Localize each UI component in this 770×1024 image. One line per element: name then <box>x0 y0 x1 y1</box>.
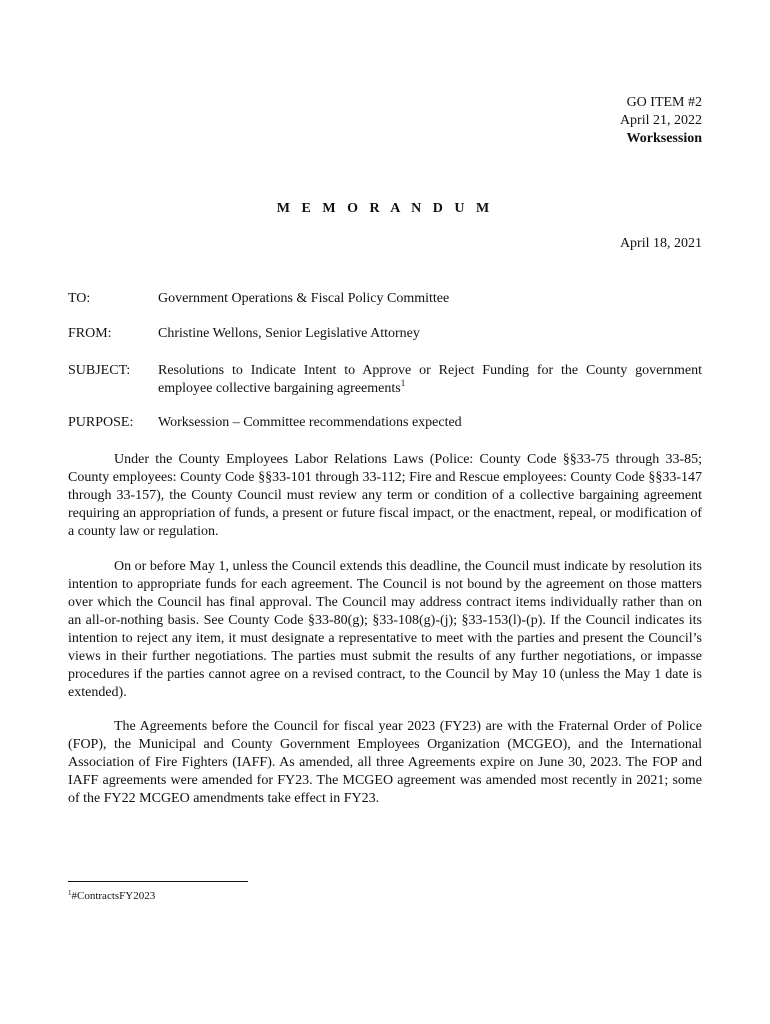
header-block <box>620 94 702 148</box>
from-field <box>68 325 702 343</box>
subject-field <box>68 362 702 398</box>
footnote-divider <box>68 881 248 882</box>
session-type: Worksession <box>626 131 702 146</box>
paragraph-deadline: On or before May 1, unless the Council extends this deadline, the Council must indicate by resolution its intention to appropriate funds for each agreement. The Council is not bound by the agreement on those matters over which the Council has final approval. The Council may address contract items individually rather than on an all-or-nothing basis. See County Code §33-80(g); §33-108(g)-(j); §33-153(l)-(p). If the Council indicates its intention to reject any item, it must designate a representative to meet with the parties and present the Council’s views in their further negotiations. The parties must submit the results of any further negotiations, or impasse procedures if the parties cannot agree on a revised contract, to the Council by May 10 (unless the May 1 date is extended). <box>68 559 702 700</box>
paragraph-labor-laws: Under the County Employees Labor Relations Laws (Police: County Code §§33-75 through 33-85; County employees: County Code §§33-101 through 33-112; Fire and Rescue employees: County Code §§33-147 through 33-157), the County Council must review any term or condition of a collective bargaining agreement requiring an appropriation of funds, a present or future fiscal impact, or the enactment, repeal, or modification of a county law or regulation. <box>68 452 702 539</box>
footnote <box>68 890 155 902</box>
purpose-value: Worksession – Committee recommendations expected <box>158 415 462 430</box>
from-value: Christine Wellons, Senior Legislative Attorney <box>158 326 420 341</box>
meeting-date: April 21, 2022 <box>619 113 702 128</box>
subject-value <box>158 362 702 398</box>
subject-text: Resolutions to Indicate Intent to Approve or Reject Funding for the County government employee collective bargaining agreements <box>158 363 702 396</box>
memo-date: April 18, 2021 <box>619 236 702 251</box>
footnote-ref: 1 <box>400 378 406 388</box>
purpose-field <box>68 414 702 432</box>
paragraph-agreements: The Agreements before the Council for fiscal year 2023 (FY23) are with the Fraternal Order of Police (FOP), the Municipal and County Government Employees Organization (MCGEO), and the International Association of Fire Fighters (IAFF). As amended, all three Agreements expire on June 30, 2023. The FOP and IAFF agreements were amended for FY23. The MCGEO agreement was amended most recently in 2021; some of the FY22 MCGEO amendments take effect in FY23. <box>68 719 702 806</box>
to-label: TO: <box>68 291 91 306</box>
subject-label: SUBJECT: <box>68 363 131 378</box>
to-value: Government Operations & Fiscal Policy Committee <box>158 291 450 306</box>
footnote-text: #ContractsFY2023 <box>71 890 156 902</box>
agenda-item: GO ITEM #2 <box>626 95 702 110</box>
from-label: FROM: <box>68 326 112 341</box>
to-field <box>68 290 702 308</box>
purpose-label: PURPOSE: <box>68 415 134 430</box>
footnote-number: 1 <box>68 889 72 897</box>
memo-title: M E M O R A N D U M <box>276 201 494 216</box>
